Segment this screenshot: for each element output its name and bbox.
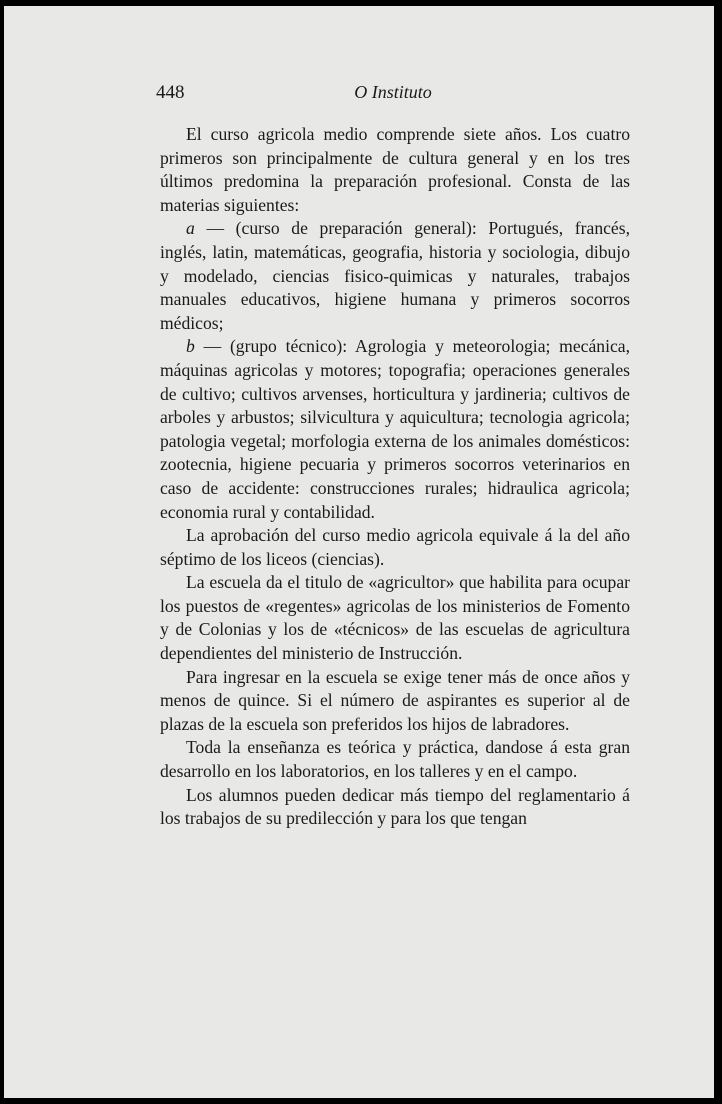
paragraph: Para ingresar en la escuela se exige tener más de once años y menos de quince. Si el número de aspirantes es superior al de plazas de la escuela son preferidos los hijos de labradores.: [160, 666, 630, 734]
paragraph: a — (curso de preparación general): Portugués, francés, inglés, latin, matemáticas, geografia, historia y sociologia, dibujo y modelado, ciencias fisico-quimicas y naturales, trabajos manuales educativos, higiene humana y primeros socorros médicos;: [160, 218, 630, 333]
paragraph: Toda la enseñanza es teórica y práctica, dandose á esta gran desarrollo en los laboratorios, en los talleres y en el campo.: [160, 737, 630, 782]
page-header: [156, 82, 630, 112]
page-number: 448: [156, 82, 185, 103]
list-marker: a: [186, 218, 195, 239]
paragraph: La aprobación del curso medio agricola equivale á la del año séptimo de los liceos (ciencias).: [160, 525, 630, 569]
paragraph: La escuela da el titulo de «agricultor» que habilita para ocupar los puestos de «regentes» agricolas de los ministerios de Fomento y de Colonias y los de «técnicos» de las escuelas de agricultura dependientes del ministerio de Instrucción.: [160, 572, 630, 664]
list-marker: b: [186, 336, 195, 357]
paragraph: Los alumnos pueden dedicar más tiempo del reglamentario á los trabajos de su predilección y para los que tengan: [160, 784, 630, 829]
scanned-page: [4, 6, 714, 1098]
body-text: [160, 123, 630, 831]
paragraph: El curso agricola medio comprende siete años. Los cuatro primeros son principalmente de cultura general y en los tres últimos predomina la preparación profesional. Consta de las materias siguientes:: [160, 124, 630, 215]
running-title: O Instituto: [354, 82, 432, 102]
paragraph: b — (grupo técnico): Agrologia y meteorologia; mecánica, máquinas agricolas y motores; topografia; operaciones generales de cultivo; cultivos arvenses, horticultura y jardineria; cultivos de arboles y arbustos; silvicultura y aquicultura; tecnologia agricola; patologia vegetal; morfologia externa de los animales domésticos: zootecnia, higiene pecuaria y primeros socorros veterinarios en caso de accidente: construcciones rurales; hidraulica agricola; economia rural y contabilidad.: [160, 336, 630, 522]
